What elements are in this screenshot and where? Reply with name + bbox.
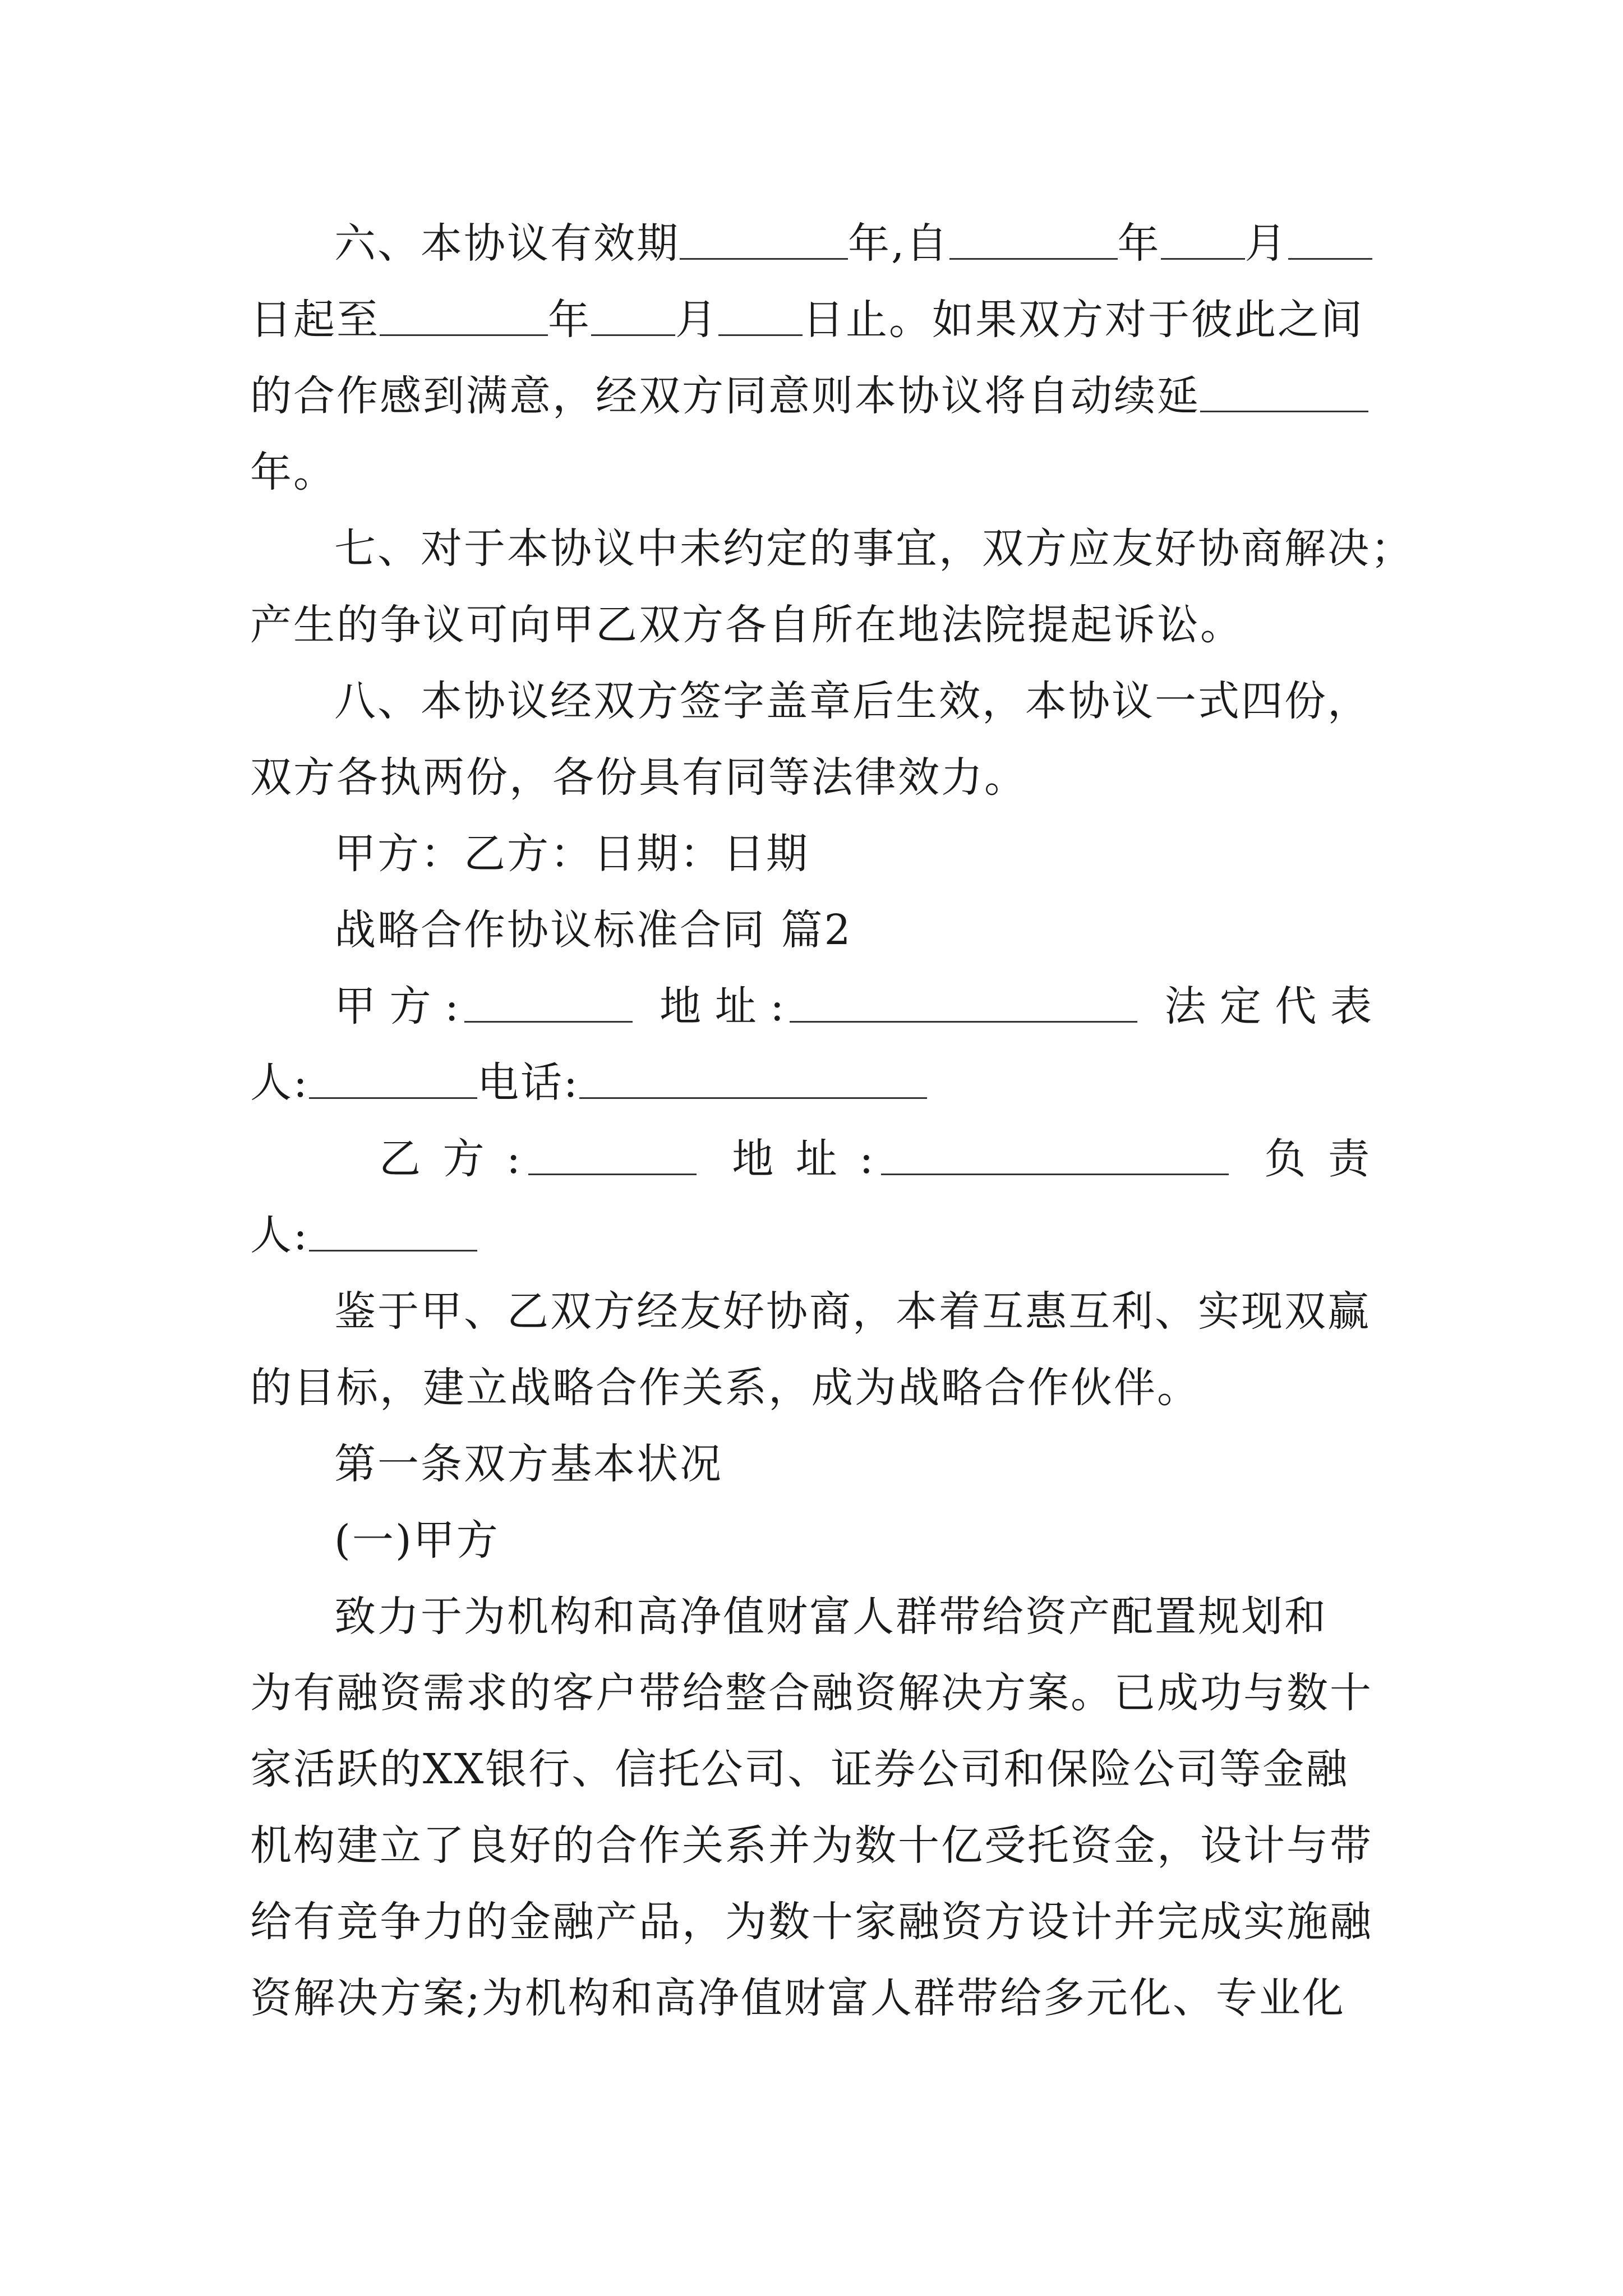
p6-text: 日止。如果双方对于彼此之间: [803, 296, 1364, 344]
blank-field: [309, 1061, 477, 1099]
p6-line-4: [250, 434, 1377, 510]
p6-line-2: [250, 282, 1377, 358]
blank-field: [718, 298, 803, 336]
p6-line-1: [334, 205, 1377, 282]
blank-field: [309, 1214, 477, 1251]
party-a-label: 甲方:: [334, 982, 465, 1030]
party-b-line-1: [379, 1121, 1377, 1197]
signature-line: 甲方：乙方：日期：日期: [334, 830, 809, 878]
p6-text: 年,自: [848, 219, 949, 268]
party-b-line-2: [250, 1197, 1377, 1273]
p6-text: 年: [548, 296, 591, 344]
party-a-line-1: [334, 968, 1377, 1045]
party-a-line-2: [250, 1045, 1377, 1121]
party-a-desc-line-1: 致力于为机构和高净值财富人群带给资产配置规划和: [334, 1593, 1327, 1641]
party-b-rep-label-cont: 人:: [250, 1211, 309, 1259]
party-a-desc-line-3: 家活跃的XX银行、信托公司、证券公司和保险公司等金融: [250, 1745, 1349, 1793]
party-a-desc-line-5: 给有竞争力的金融产品，为数十家融资方设计并完成实施融: [250, 1898, 1373, 1946]
blank-field: [464, 985, 633, 1023]
p6-text: 日起至: [250, 296, 380, 344]
party-a-desc-line-2: 为有融资需求的客户带给整合融资解决方案。已成功与数十: [250, 1669, 1373, 1717]
p8-line-1: 八、本协议经双方签字盖章后生效，本协议一式四份，: [334, 677, 1371, 725]
party-b-rep-label: 负责: [1264, 1135, 1377, 1183]
party-a-phone-label: 电话:: [477, 1059, 579, 1107]
blank-field: [528, 1138, 697, 1175]
p6-text: 月: [1244, 219, 1288, 268]
p6-text: 月: [675, 296, 718, 344]
p6-text: 六、本协议有效期: [334, 219, 680, 268]
party-a-rep-label-cont: 人:: [250, 1059, 309, 1107]
p7-line-2: 产生的争议可向甲乙双方各自所在地法院提起诉讼。: [250, 601, 1243, 649]
blank-field: [380, 298, 548, 336]
party-b-address-label: 地址:: [732, 1135, 882, 1183]
p6-text: 年。: [250, 448, 336, 496]
party-a-rep-label: 法定代表: [1164, 982, 1377, 1030]
p7-line-1: 七、对于本协议中未约定的事宜，双方应友好协商解决；: [334, 524, 1414, 573]
party-a-desc-line-4: 机构建立了良好的合作关系并为数十亿受托资金，设计与带: [250, 1821, 1373, 1870]
blank-field: [949, 222, 1118, 260]
subsection-a-title: (一)甲方: [334, 1516, 500, 1565]
blank-field: [591, 298, 675, 336]
blank-field: [680, 222, 848, 260]
p8-line-2: 双方各执两份，各份具有同等法律效力。: [250, 753, 1027, 802]
p6-text: 年: [1117, 219, 1161, 268]
blank-field: [790, 985, 1137, 1023]
p6-text: 的合作感到满意，经双方同意则本协议将自动续延: [250, 372, 1200, 420]
p6-line-3: [250, 358, 1377, 434]
blank-field: [1200, 375, 1368, 412]
article-1-title: 第一条双方基本状况: [334, 1440, 723, 1488]
blank-field: [579, 1061, 927, 1099]
party-a-address-label: 地址:: [660, 982, 790, 1030]
party-a-desc-line-6: 资解决方案;为机构和高净值财富人群带给多元化、专业化: [250, 1974, 1345, 2022]
blank-field: [881, 1138, 1229, 1175]
preamble-line-1: 鉴于甲、乙双方经友好协商，本着互惠互利、实现双赢: [334, 1287, 1371, 1336]
party-b-label: 乙方:: [379, 1135, 529, 1183]
preamble-line-2: 的目标，建立战略合作关系，成为战略合作伙伴。: [250, 1364, 1200, 1412]
section-title: 战略合作协议标准合同 篇2: [334, 906, 852, 954]
blank-field: [1161, 222, 1245, 260]
blank-field: [1288, 222, 1372, 260]
